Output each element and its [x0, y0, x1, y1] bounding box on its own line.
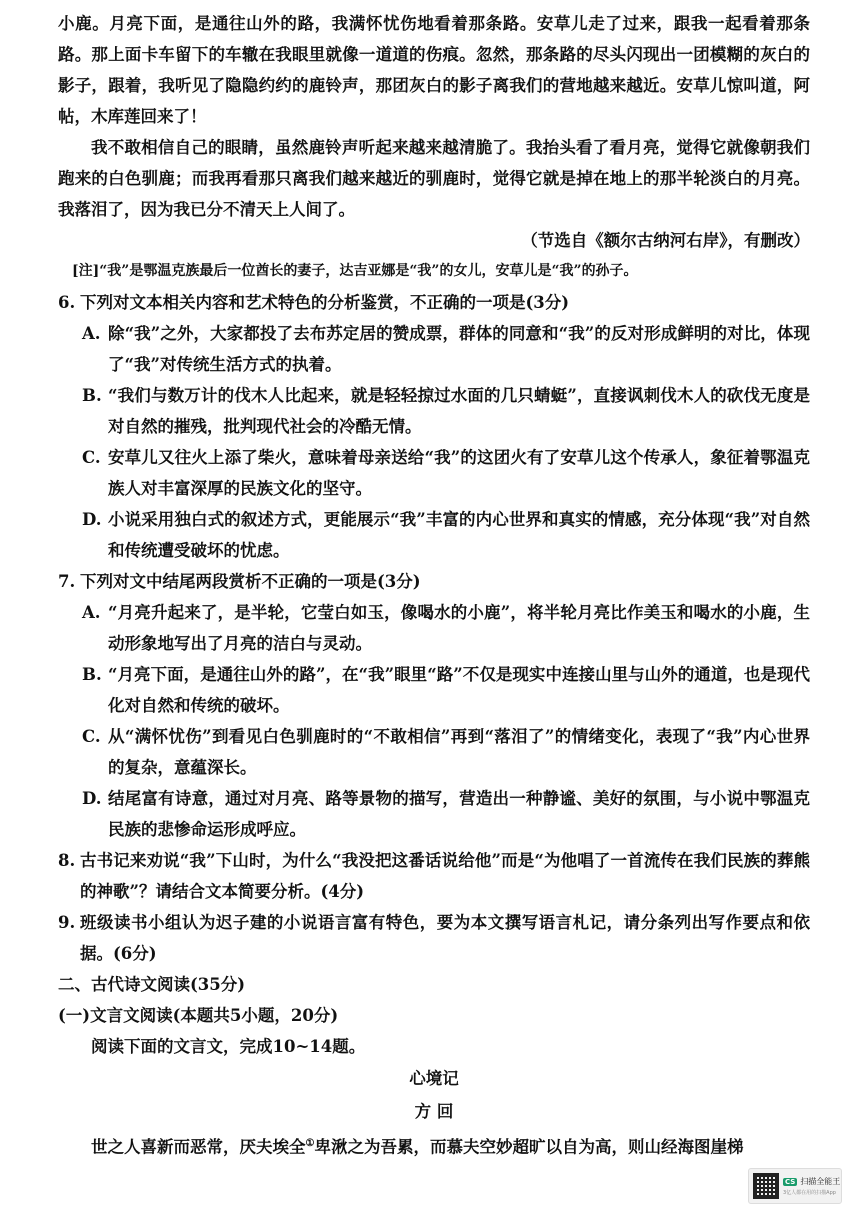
option-c: C. 安草儿又往火上添了柴火，意味着母亲送给“我”的这团火有了安草儿这个传承人，象征着鄂温克族人对丰富深厚的民族文化的坚守。: [82, 448, 810, 498]
passage-author: 方 回: [414, 1102, 454, 1121]
footnote: [注]“我”是鄂温克族最后一位酋长的妻子，达吉亚娜是“我”的女儿，安草儿是“我”的孙子。: [72, 263, 638, 279]
question-stem: 古书记来劝说“我”下山时，为什么“我没把这番话说给他”而是“为他唱了一首流传在我们民族的葬熊的神歌”？请结合文本简要分析。(4分): [80, 851, 810, 901]
footnote-marker: ①: [305, 1138, 315, 1149]
reading-instruction: 阅读下面的文言文，完成10~14题。: [91, 1037, 366, 1056]
question-stem: 下列对文中结尾两段赏析不正确的一项是(3分): [80, 572, 421, 591]
source-citation: （节选自《额尔古纳河右岸》，有删改）: [521, 231, 810, 250]
question-number: 9.: [58, 913, 76, 932]
option-b: B. “我们与数万计的伐木人比起来，就是轻轻掠过水面的几只蜻蜓”，直接讽刺伐木人的砍伐无度是对自然的摧残，批判现代社会的冷酷无情。: [82, 386, 810, 436]
subsection-heading: (一)文言文阅读(本题共5小题，20分): [58, 1006, 339, 1025]
passage-body: 世之人喜新而恶常，厌夫埃全①卑湫之为吾累，而慕夫空妙超旷以自为高，则山经海图崖梯: [91, 1137, 744, 1157]
option-a: A. “月亮升起来了，是半轮，它莹白如玉，像喝水的小鹿”，将半轮月亮比作美玉和喝水的小鹿，生动形象地写出了月亮的洁白与灵动。: [82, 603, 810, 653]
passage-title: 心境记: [409, 1069, 459, 1088]
scanner-watermark: [748, 1168, 842, 1204]
story-paragraph-2: 我不敢相信自己的眼睛，虽然鹿铃声听起来越来越清脆了。我抬头看了看月亮，觉得它就像朝我们跑来的白色驯鹿；而我再看那只离我们越来越近的驯鹿时，觉得它就是掉在地上的那半轮淡白的月亮。我落泪了，因为我已分不清天上人间了。: [58, 138, 810, 219]
question-number: 7.: [58, 572, 76, 591]
scanner-tagline: 3亿人都在用的扫描App: [783, 1190, 836, 1196]
story-paragraph-1: 小鹿。月亮下面，是通往山外的路，我满怀忧伤地看着那条路。安草儿走了过来，跟我一起看着那条路。那上面卡车留下的车辙在我眼里就像一道道的伤痕。忽然，那条路的尽头闪现出一团模糊的灰白的影子，跟着，我听见了隐隐约约的鹿铃声，那团灰白的影子离我们的营地越来越近。安草儿惊叫道，阿帖，木库莲回来了！: [58, 14, 810, 126]
question-number: 8.: [58, 851, 76, 870]
option-a: A. 除“我”之外，大家都投了去布苏定居的赞成票，群体的同意和“我”的反对形成鲜明的对比，体现了“我”对传统生活方式的执着。: [82, 324, 810, 374]
option-d: D. 结尾富有诗意，通过对月亮、路等景物的描写，营造出一种静谧、美好的氛围，与小说中鄂温克民族的悲惨命运形成呼应。: [82, 789, 810, 839]
question-9: [58, 907, 810, 969]
question-number: 6.: [58, 293, 76, 312]
option-b: B. “月亮下面，是通往山外的路”，在“我”眼里“路”不仅是现实中连接山里与山外的通道，也是现代化对自然和传统的破坏。: [82, 665, 810, 715]
question-7: [58, 566, 810, 845]
section-heading: 二、古代诗文阅读(35分): [58, 975, 246, 994]
option-c: C. 从“满怀忧伤”到看见白色驯鹿时的“不敢相信”再到“落泪了”的情绪变化，表现了“我”内心世界的复杂，意蕴深长。: [82, 727, 810, 777]
exam-page: [58, 8, 810, 1163]
camscanner-logo-icon: CS: [785, 1177, 796, 1186]
question-stem: 下列对文本相关内容和艺术特色的分析鉴赏，不正确的一项是(3分): [80, 293, 570, 312]
question-6: [58, 287, 810, 566]
scanner-name: 扫描全能王: [800, 1177, 841, 1186]
question-8: [58, 845, 810, 907]
question-stem: 班级读书小组认为迟子建的小说语言富有特色，要为本文撰写语言札记，请分条列出写作要点和依据。(6分): [80, 913, 810, 963]
option-d: D. 小说采用独白式的叙述方式，更能展示“我”丰富的内心世界和真实的情感，充分体现“我”对自然和传统遭受破坏的忧虑。: [82, 510, 810, 560]
qr-code-icon: [753, 1173, 779, 1199]
